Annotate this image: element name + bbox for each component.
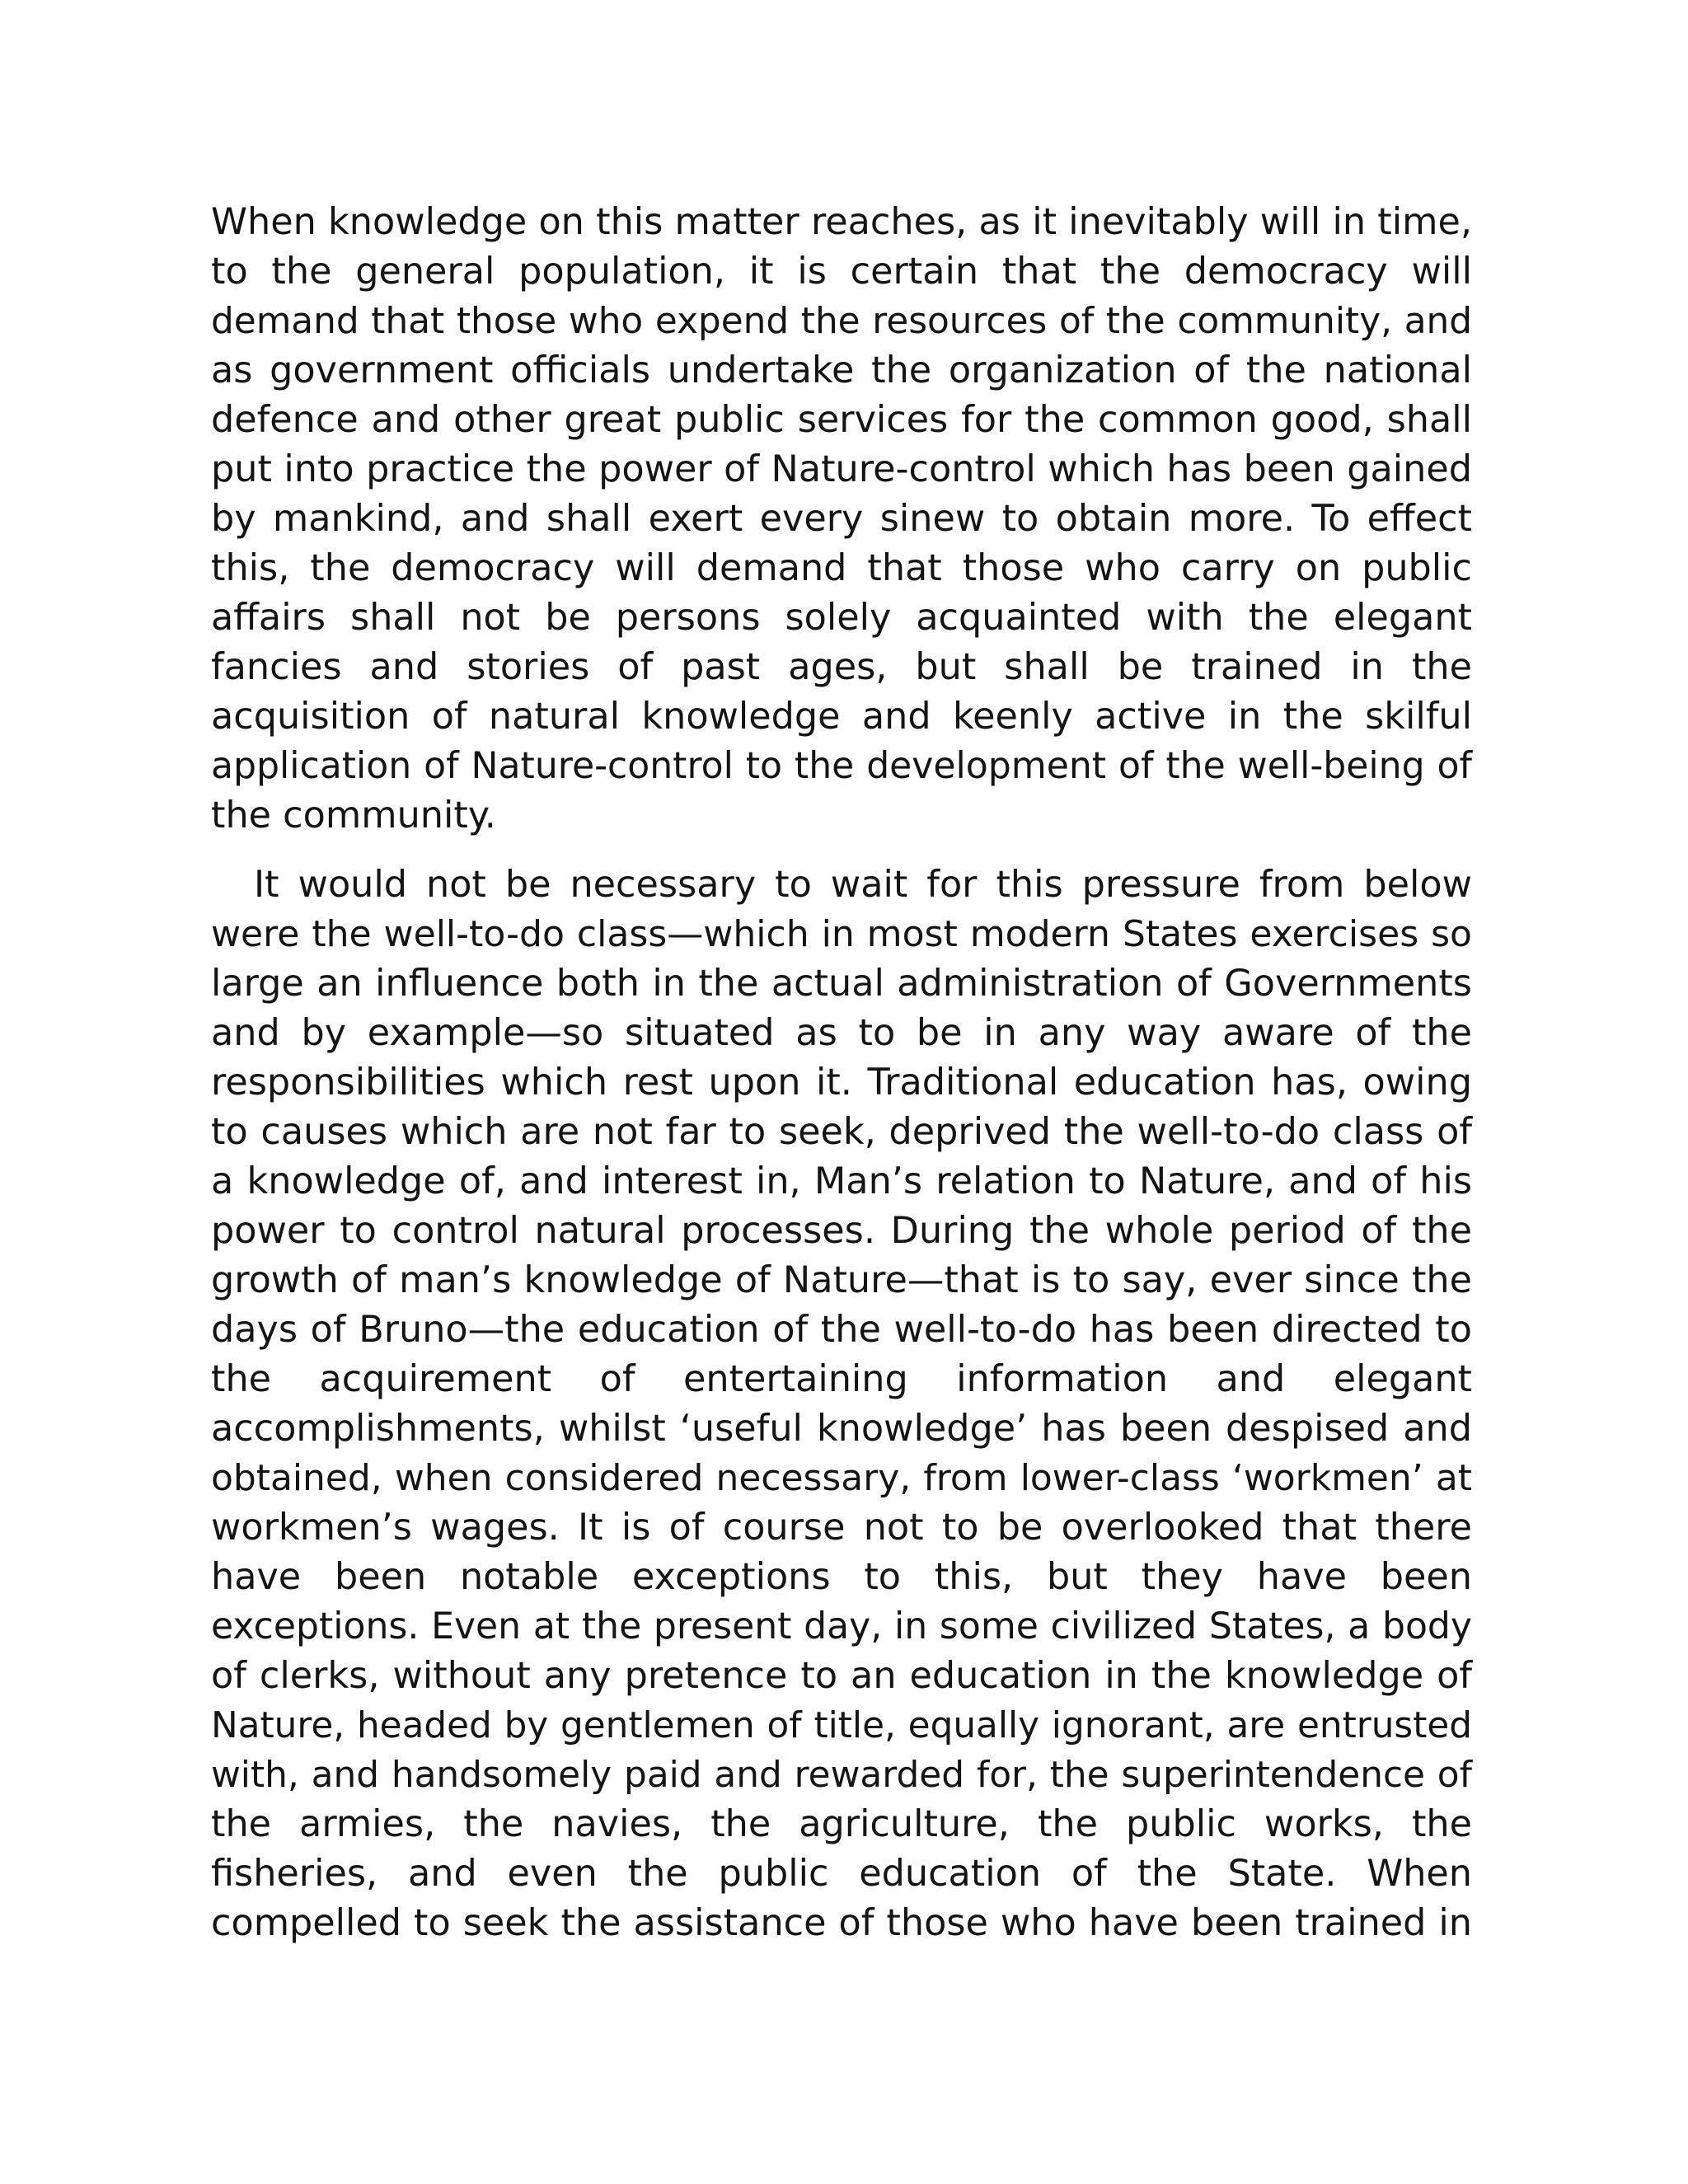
text-line: put into practice the power of Nature-control which has been gained xyxy=(211,448,1472,490)
paragraph-1 xyxy=(211,198,1472,841)
text-line: When knowledge on this matter reaches, as it inevitably will in time, xyxy=(211,201,1472,243)
text-line: by mankind, and shall exert every sinew to obtain more. To effect xyxy=(211,498,1472,540)
text-line: fisheries, and even the public education of the State. When xyxy=(211,1853,1472,1895)
text-line: acquisition of natural knowledge and keenly active in the skilful xyxy=(211,696,1472,738)
paragraph-spacer xyxy=(211,841,1472,860)
text-line: growth of man’s knowledge of Nature—that is to say, ever since the xyxy=(211,1259,1472,1301)
text-line: to causes which are not far to seek, deprived the well-to-do class of xyxy=(211,1111,1472,1153)
text-line: exceptions. Even at the present day, in some civilized States, a body xyxy=(211,1605,1472,1647)
text-line: this, the democracy will demand that those who carry on public xyxy=(211,547,1472,589)
text-line: application of Nature-control to the development of the well-being of xyxy=(211,745,1472,787)
text-line: of clerks, without any pretence to an education in the knowledge of xyxy=(211,1655,1472,1697)
text-line: defence and other great public services for the common good, shall xyxy=(211,399,1472,441)
text-line: accomplishments, whilst ‘useful knowledge’ has been despised and xyxy=(211,1408,1472,1450)
text-line: days of Bruno—the education of the well-to-do has been directed to xyxy=(211,1309,1472,1351)
text-line: fancies and stories of past ages, but shall be trained in the xyxy=(211,646,1472,688)
text-line: It would not be necessary to wait for this pressure from below xyxy=(254,864,1472,906)
text-line: large an influence both in the actual administration of Governments xyxy=(211,963,1472,1005)
text-line: and by example—so situated as to be in any way aware of the xyxy=(211,1012,1472,1054)
text-line: to the general population, it is certain that the democracy will xyxy=(211,251,1472,293)
text-line: affairs shall not be persons solely acquainted with the elegant xyxy=(211,597,1472,639)
text-line: obtained, when considered necessary, from lower-class ‘workmen’ at xyxy=(211,1457,1472,1499)
text-line: a knowledge of, and interest in, Man’s relation to Nature, and of his xyxy=(211,1160,1472,1202)
text-line: as government officials undertake the organization of the national xyxy=(211,349,1472,391)
text-line: demand that those who expend the resources of the community, and xyxy=(211,300,1472,342)
text-line: the armies, the navies, the agriculture, the public works, the xyxy=(211,1803,1472,1845)
body-text xyxy=(211,198,1472,1948)
text-line: with, and handsomely paid and rewarded for, the superintendence of xyxy=(211,1754,1472,1796)
text-line: have been notable exceptions to this, but they have been xyxy=(211,1556,1472,1598)
text-line: workmen’s wages. It is of course not to be overlooked that there xyxy=(211,1507,1472,1549)
text-line: power to control natural processes. During the whole period of the xyxy=(211,1210,1472,1252)
text-line: compelled to seek the assistance of those who have been trained in xyxy=(211,1902,1472,1944)
text-line: the acquirement of entertaining information and elegant xyxy=(211,1358,1472,1400)
paragraph-2 xyxy=(211,860,1472,1948)
text-line: the community. xyxy=(211,794,496,837)
text-line: responsibilities which rest upon it. Traditional education has, owing xyxy=(211,1062,1472,1104)
text-line: were the well-to-do class—which in most modern States exercises so xyxy=(211,913,1472,955)
text-line: Nature, headed by gentlemen of title, equally ignorant, are entrusted xyxy=(211,1704,1472,1746)
